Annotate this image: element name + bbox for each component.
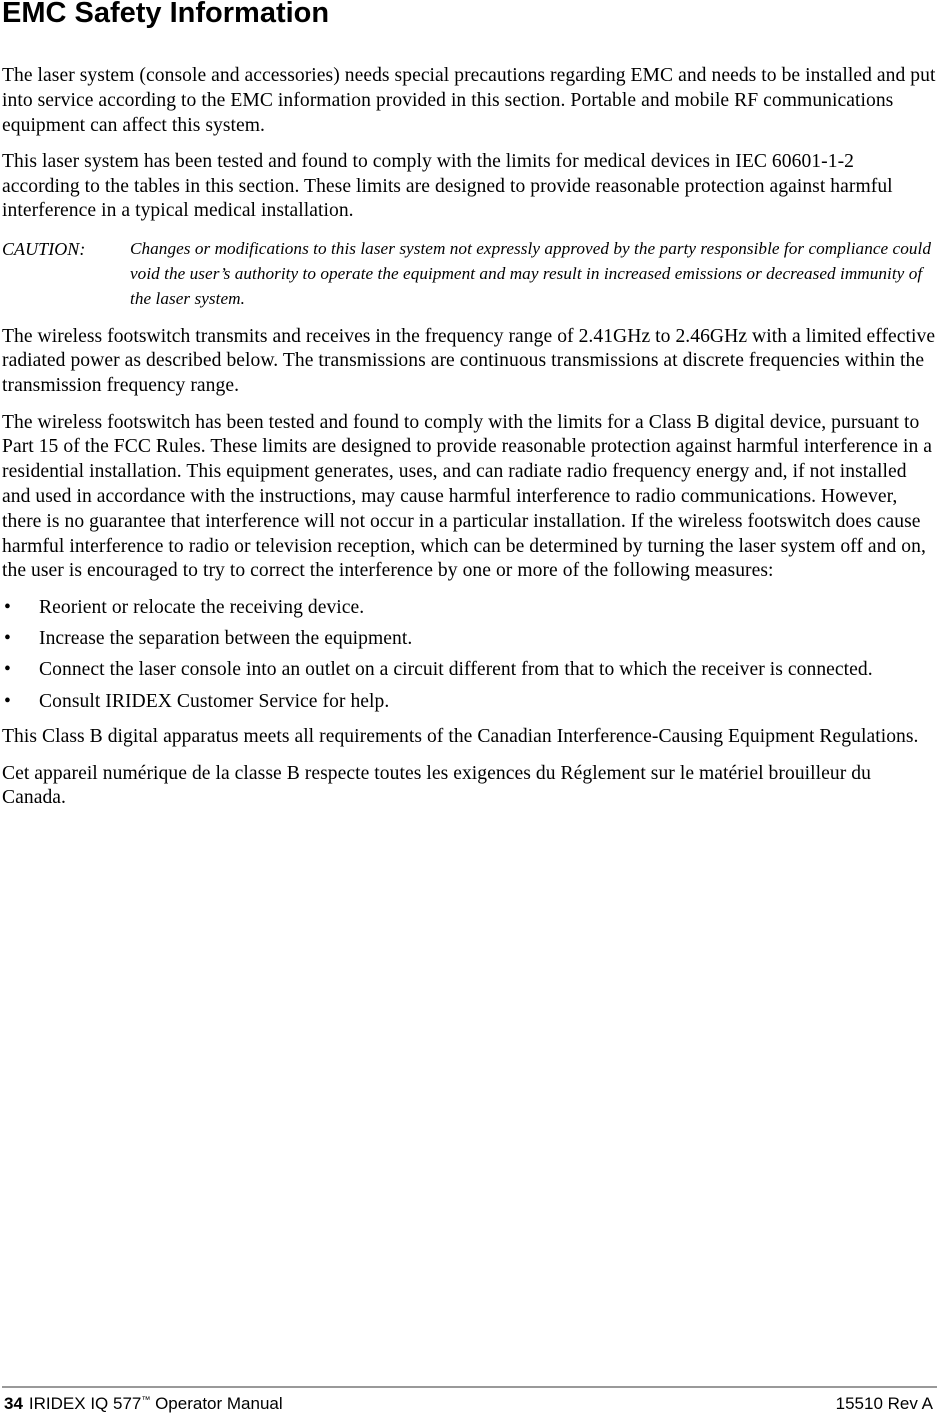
footer-divider <box>2 1386 937 1388</box>
body-content <box>2 64 936 823</box>
list-item: • Reorient or relocate the receiving device. <box>2 596 936 621</box>
caution-note <box>2 237 936 311</box>
bullet-icon: • <box>4 690 11 712</box>
page-footer <box>4 1394 933 1414</box>
list-item: • Increase the separation between the equipment. <box>2 627 936 652</box>
bullet-icon: • <box>4 596 11 618</box>
paragraph: The laser system (console and accessories) needs special precautions regarding EMC and needs to be installed and put into service according to the EMC information provided in this section. Portable and mobile RF communications equipment can affect this system. <box>2 65 936 136</box>
list-item: • Consult IRIDEX Customer Service for help. <box>2 690 936 715</box>
caution-text: Changes or modifications to this laser system not expressly approved by the party responsible for compliance could void the user’s authority to operate the equipment and may result in increased emissions or decreased immunity of the laser system. <box>130 239 931 308</box>
revision: 15510 Rev A <box>835 1394 933 1413</box>
page-title: EMC Safety Information <box>2 0 330 29</box>
footer-left: 34 IRIDEX IQ 577™ Operator Manual <box>4 1394 283 1413</box>
bullet-icon: • <box>4 627 11 649</box>
paragraph: The wireless footswitch transmits and receives in the frequency range of 2.41GHz to 2.46GHz with a limited effective radiated power as described below. The transmissions are continuous transmissions at discrete frequencies within the transmission frequency range. <box>2 325 936 397</box>
paragraph: This laser system has been tested and found to comply with the limits for medical devices in IEC 60601-1-2 according to the tables in this section. These limits are designed to provide reasonable protection against harmful interference in a typical medical installation. <box>2 150 893 222</box>
paragraph: Cet appareil numérique de la classe B respecte toutes les exigences du Réglement sur le matériel brouilleur du Canada. <box>2 762 871 809</box>
bullet-icon: • <box>4 659 11 681</box>
paragraph: The wireless footswitch has been tested and found to comply with the limits for a Class B digital device, pursuant to Part 15 of the FCC Rules. These limits are designed to provide reasonable protection against harmful interference in a residential installation. This equipment generates, uses, and can radiate radio frequency energy and, if not installed and used in accordance with the instructions, may cause harmful interference to radio communications. However, there is no guarantee that interference will not occur in a particular installation. If the wireless footswitch does cause harmful interference to radio or television reception, which can be determined by turning the laser system off and on, the user is encouraged to try to correct the interference by one or more of the following measures: <box>2 411 932 582</box>
page-number: 34 <box>4 1394 23 1413</box>
measures-list <box>2 596 936 715</box>
list-item: • Connect the laser console into an outlet on a circuit different from that to which the receiver is connected. <box>2 658 936 683</box>
caution-label: CAUTION: <box>2 239 86 260</box>
paragraph: This Class B digital apparatus meets all requirements of the Canadian Interference-Causing Equipment Regulations. <box>2 726 919 748</box>
